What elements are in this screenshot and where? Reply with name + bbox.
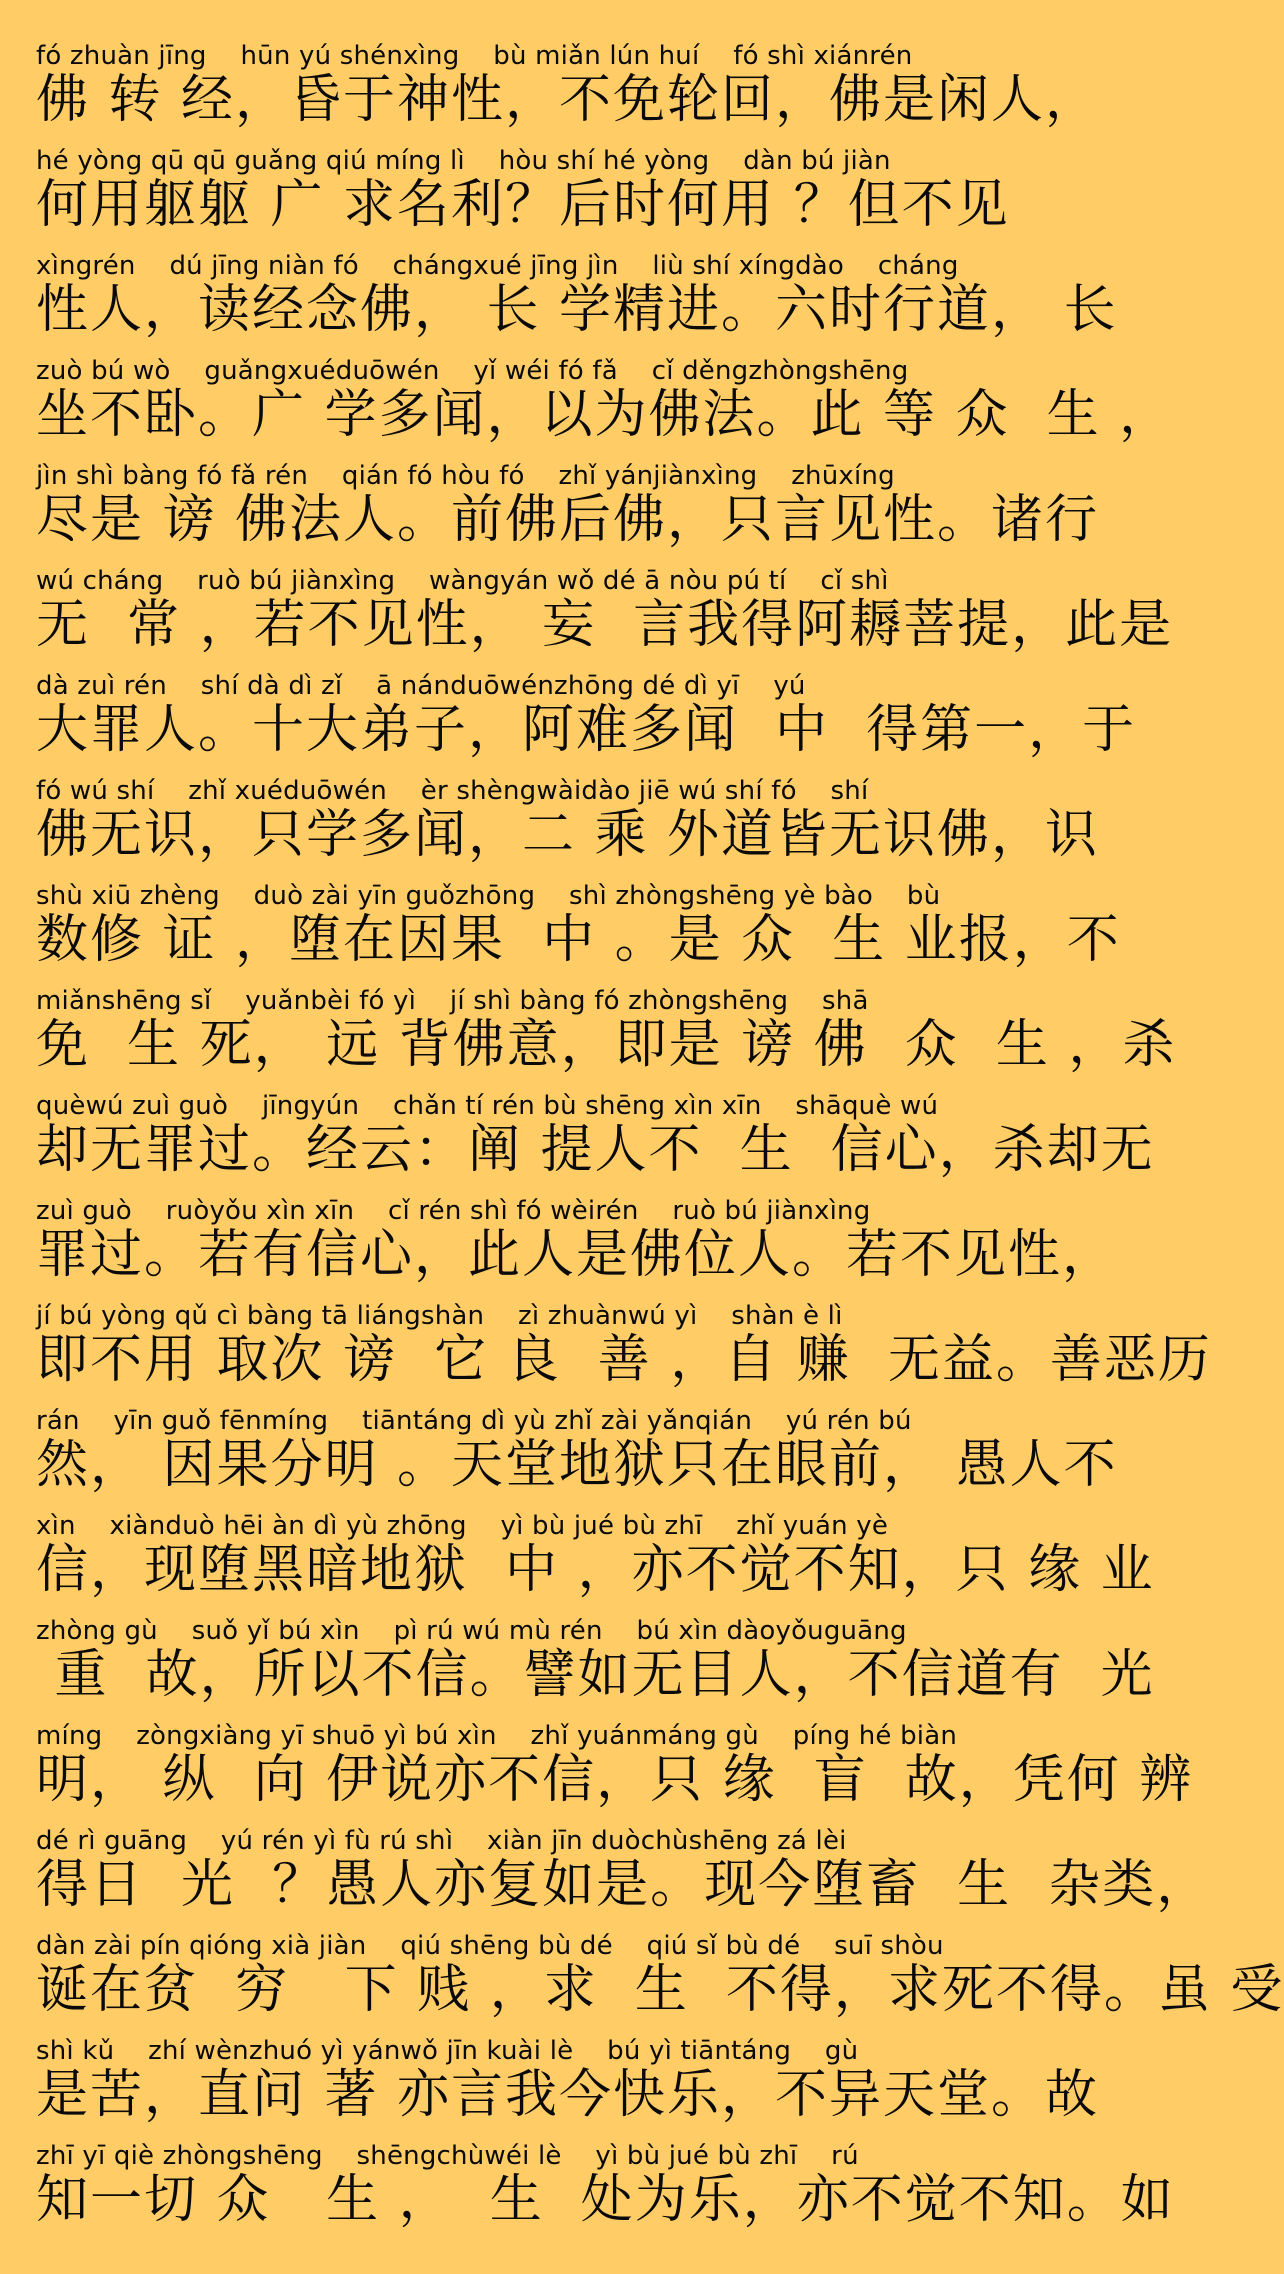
hanzi-line: 得日 光 ？愚人亦复如是。现今堕畜 生 杂类，: [36, 1855, 1211, 1915]
text-line: [36, 1916, 1284, 2021]
pinyin-line: zuò bú wò guǎngxuéduōwén yǐ wéi fó fǎ cǐ děngzhòngshēng: [36, 356, 909, 386]
hanzi-line: 罪过。若有信心，此人是佛位人。若不见性，: [36, 1225, 1117, 1285]
pinyin-line: wú cháng ruò bú jiànxìng wàngyán wǒ dé ā nòu pú tí cǐ shì: [36, 566, 889, 596]
pinyin-line: hé yòng qū qū guǎng qiú míng lì hòu shí hé yòng dàn bú jiàn: [36, 146, 891, 176]
text-line: [36, 131, 1050, 236]
hanzi-line: 免 生 死， 远 背佛意，即是 谤 佛 众 生 ，杀: [36, 1015, 1177, 1075]
text-line: [36, 341, 1174, 446]
pinyin-line: míng zòngxiàng yī shuō yì bú xìn zhǐ yuánmáng gù píng hé biàn: [36, 1721, 958, 1751]
pinyin-line: dé rì guāng yú rén yì fù rú shì xiàn jīn duòchùshēng zá lèi: [36, 1826, 847, 1856]
hanzi-line: 是苦，直问 著 亦言我今快乐，不异天堂。故: [36, 2065, 1100, 2125]
text-line: [36, 971, 1177, 1076]
pinyin-line: shù xiū zhèng duò zài yīn guǒzhōng shì zhòngshēng yè bào bù: [36, 881, 941, 911]
pinyin-line: zuì guò ruòyǒu xìn xīn cǐ rén shì fó wèirén ruò bú jiànxìng: [36, 1196, 871, 1226]
pinyin-line: dà zuì rén shí dà dì zǐ ā nánduōwénzhōng dé dì yī yú: [36, 671, 806, 701]
text-line: [36, 551, 1174, 656]
hanzi-line: 无 常 ，若不见性， 妄 言我得阿耨菩提，此是: [36, 595, 1174, 655]
pinyin-line: quèwú zuì guò jīngyún chǎn tí rén bù shēng xìn xīn shāquè wú: [36, 1091, 939, 1121]
text-line: [36, 26, 1100, 131]
hanzi-line: 却无罪过。经云：阐 提人不 生 信心，杀却无: [36, 1120, 1155, 1180]
text-line: [36, 446, 1100, 551]
pinyin-line: shì kǔ zhí wènzhuó yì yánwǒ jīn kuài lè bú yì tiāntáng gù: [36, 2036, 859, 2066]
pinyin-line: miǎnshēng sǐ yuǎnbèi fó yì jí shì bàng fó zhòngshēng shā: [36, 986, 869, 1016]
hanzi-line: 佛 转 经，昏于神性，不免轮回，佛是闲人，: [36, 70, 1100, 130]
text-line: [36, 656, 1137, 761]
text-line: [36, 236, 1118, 341]
text-block: [36, 26, 1284, 2231]
pinyin-line: xìn xiànduò hēi àn dì yù zhōng yì bù jué bù zhī zhǐ yuán yè: [36, 1511, 889, 1541]
text-line: [36, 1601, 1155, 1706]
pinyin-line: zhī yī qiè zhòngshēng shēngchùwéi lè yì bù jué bù zhī rú: [36, 2141, 859, 2171]
pinyin-line: dàn zài pín qióng xià jiàn qiú shēng bù dé qiú sǐ bù dé suī shòu: [36, 1931, 944, 1961]
pinyin-line: fó wú shí zhǐ xuéduōwén èr shèngwàidào jiē wú shí fó shí: [36, 776, 869, 806]
text-line: [36, 1811, 1211, 1916]
text-line: [36, 1496, 1155, 1601]
pinyin-line: xìngrén dú jīng niàn fó chángxué jīng jìn liù shí xíngdào cháng: [36, 251, 959, 281]
text-line: [36, 1181, 1117, 1286]
pinyin-line: fó zhuàn jīng hūn yú shénxìng bù miǎn lún huí fó shì xiánrén: [36, 41, 913, 71]
hanzi-line: 大罪人。十大弟子，阿难多闻 中 得第一，于: [36, 700, 1137, 760]
text-line: [36, 1391, 1118, 1496]
hanzi-line: 数修 证 ，堕在因果 中 。是 众 生 业报，不: [36, 910, 1121, 970]
hanzi-line: 知一切 众 生 ， 生 处为乐，亦不觉不知。如: [36, 2170, 1175, 2230]
text-line: [36, 866, 1121, 971]
hanzi-line: 何用躯躯 广 求名利？后时何用 ？但不见: [36, 175, 1010, 235]
pinyin-line: zhòng gù suǒ yǐ bú xìn pì rú wú mù rén bú xìn dàoyǒuguāng: [36, 1616, 907, 1646]
hanzi-line: 信，现堕黑暗地狱 中 ，亦不觉不知，只 缘 业: [36, 1540, 1155, 1600]
hanzi-line: 坐不卧。广 学多闻，以为佛法。此 等 众 生 ，: [36, 385, 1174, 445]
hanzi-line: 即不用 取次 谤 它 良 善 ，自 赚 无益。善恶历: [36, 1330, 1212, 1390]
hanzi-line: 然， 因果分明 。天堂地狱只在眼前， 愚人不: [36, 1435, 1118, 1495]
text-line: [36, 2126, 1175, 2231]
pinyin-line: rán yīn guǒ fēnmíng tiāntáng dì yù zhǐ zài yǎnqián yú rén bú: [36, 1406, 912, 1436]
hanzi-line: 尽是 谤 佛法人。前佛后佛，只言见性。诸行: [36, 490, 1100, 550]
text-line: [36, 1286, 1212, 1391]
hanzi-line: 佛无识，只学多闻，二 乘 外道皆无识佛，识: [36, 805, 1100, 865]
hanzi-line: 诞在贫 穷 下 贱 ，求 生 不得，求死不得。虽 受: [36, 1960, 1284, 2020]
text-line: [36, 1076, 1155, 1181]
text-line: [36, 2021, 1100, 2126]
text-line: [36, 761, 1100, 866]
pinyin-line: jìn shì bàng fó fǎ rén qián fó hòu fó zhǐ yánjiànxìng zhūxíng: [36, 461, 895, 491]
hanzi-line: 明， 纵 向 伊说亦不信，只 缘 盲 故，凭何 辨: [36, 1750, 1194, 1810]
pinyin-line: jí bú yòng qǔ cì bàng tā liángshàn zì zhuànwú yì shàn è lì: [36, 1301, 843, 1331]
hanzi-line: 重 故，所以不信。譬如无目人，不信道有 光: [36, 1645, 1155, 1705]
text-line: [36, 1706, 1194, 1811]
hanzi-line: 性人，读经念佛， 长 学精进。六时行道， 长: [36, 280, 1118, 340]
